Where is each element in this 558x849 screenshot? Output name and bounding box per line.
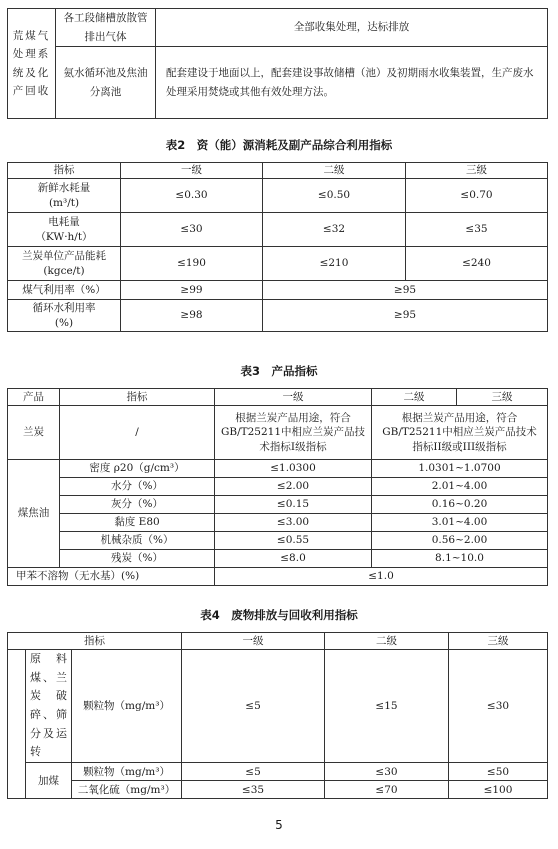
process-name-cell: 荒煤气处理系统及化产回收	[8, 9, 56, 119]
value-cell: ≤0.30	[121, 179, 263, 213]
row-label: 残炭（%）	[60, 550, 215, 568]
product-name: 兰炭	[8, 406, 60, 460]
table-row	[8, 568, 548, 586]
header-cell: 二级	[372, 389, 457, 406]
value-cell: ≤30	[325, 763, 449, 781]
header-cell: 三级	[449, 633, 548, 650]
table-row	[8, 514, 548, 532]
row-label: 甲苯不溶物（无水基）(%)	[8, 568, 215, 586]
row-label: 灰分（%）	[60, 496, 215, 514]
value-cell: ≤0.15	[215, 496, 372, 514]
value-cell: 0.56~2.00	[372, 532, 548, 550]
header-cell: 二级	[325, 633, 449, 650]
value-cell: 3.01~4.00	[372, 514, 548, 532]
category-cell	[8, 650, 26, 799]
value-cell: ≤0.55	[215, 532, 372, 550]
header-cell: 三级	[406, 163, 548, 179]
row-label: 二氧化硫（mg/m³）	[72, 781, 182, 799]
table2	[7, 162, 548, 332]
row-label: 煤气利用率（%）	[8, 281, 121, 300]
table-row	[8, 247, 548, 281]
value-cell: 根据兰炭产品用途，符合GB/T25211中相应兰炭产品技术指标I级指标	[215, 406, 372, 460]
row-label: 黏度 E80	[60, 514, 215, 532]
header-cell: 产品	[8, 389, 60, 406]
table1-continuation	[7, 8, 548, 119]
value-cell: 根据兰炭产品用途，符合GB/T25211中相应兰炭产品技术指标II级或III级指标	[372, 406, 548, 460]
table-row	[8, 550, 548, 568]
value-cell: 2.01~4.00	[372, 478, 548, 496]
header-cell: 指标	[8, 633, 182, 650]
value-cell: ≤15	[325, 650, 449, 763]
value-cell: ≤3.00	[215, 514, 372, 532]
header-cell: 指标	[8, 163, 121, 179]
table2-caption: 表2 资（能）源消耗及副产品综合利用指标	[165, 138, 393, 152]
row-label: 颗粒物（mg/m³）	[72, 763, 182, 781]
table-row	[8, 532, 548, 550]
value-cell: ≥95	[263, 281, 548, 300]
row-label: 水分（%）	[60, 478, 215, 496]
row-label: 机械杂质（%）	[60, 532, 215, 550]
table-header-row	[8, 389, 548, 406]
value-cell: ≤1.0300	[215, 460, 372, 478]
row-label: 密度 ρ20（g/cm³）	[60, 460, 215, 478]
value-cell: 8.1~10.0	[372, 550, 548, 568]
table-row	[8, 460, 548, 478]
value-cell: ≤30	[121, 213, 263, 247]
header-cell: 一级	[215, 389, 372, 406]
table-row	[8, 406, 548, 460]
value-cell: ≥99	[121, 281, 263, 300]
header-cell: 三级	[457, 389, 548, 406]
row-label: 兰炭单位产品能耗 (kgce/t)	[8, 247, 121, 281]
table4	[7, 632, 548, 799]
table-header-row	[8, 633, 548, 650]
table-header-row	[8, 163, 548, 179]
value-cell: ≤100	[449, 781, 548, 799]
value-cell: ≤70	[325, 781, 449, 799]
value-cell: 1.0301~1.0700	[372, 460, 548, 478]
product-name: 煤焦油	[8, 460, 60, 568]
value-cell: ≤5	[182, 650, 325, 763]
value-cell: ≥95	[263, 300, 548, 332]
t1-item-value: 全部收集处理，达标排放	[156, 9, 548, 47]
value-cell: ≤2.00	[215, 478, 372, 496]
table-row	[8, 781, 548, 799]
t1-item-value: 配套建设于地面以上，配套建设事故储槽（池）及初期雨水收集装置，生产废水处理采用焚烧或其他有效处理方法。	[156, 47, 548, 119]
value-cell: ≤190	[121, 247, 263, 281]
value-cell: ≤35	[182, 781, 325, 799]
value-cell: ≤50	[449, 763, 548, 781]
table-row	[8, 496, 548, 514]
row-label: 循环水利用率 (%)	[8, 300, 121, 332]
table-row	[8, 179, 548, 213]
value-cell: 0.16~0.20	[372, 496, 548, 514]
table3	[7, 388, 548, 586]
row-label: 电耗量 （KW·h/t）	[8, 213, 121, 247]
value-cell: ≤0.70	[406, 179, 548, 213]
value-cell: ≤210	[263, 247, 406, 281]
header-cell: 指标	[60, 389, 215, 406]
index-cell: /	[60, 406, 215, 460]
table-row	[8, 763, 548, 781]
value-cell: ≤35	[406, 213, 548, 247]
value-cell: ≤0.50	[263, 179, 406, 213]
t1-item-label: 各工段储槽放散管排出气体	[56, 9, 156, 47]
table-row	[8, 300, 548, 332]
value-cell: ≤1.0	[215, 568, 548, 586]
row-label: 新鲜水耗量 (m³/t)	[8, 179, 121, 213]
table3-caption: 表3 产品指标	[240, 364, 318, 378]
table-row	[8, 650, 548, 763]
header-cell: 一级	[182, 633, 325, 650]
value-cell: ≤30	[449, 650, 548, 763]
header-cell: 二级	[263, 163, 406, 179]
value-cell: ≥98	[121, 300, 263, 332]
value-cell: ≤240	[406, 247, 548, 281]
process-cell: 加煤	[26, 763, 72, 799]
table-row	[8, 478, 548, 496]
row-label: 颗粒物（mg/m³）	[72, 650, 182, 763]
header-cell: 一级	[121, 163, 263, 179]
page-number: 5	[275, 818, 283, 832]
table-row	[8, 213, 548, 247]
t1-item-label: 氨水循环池及焦油分离池	[56, 47, 156, 119]
table-row	[8, 281, 548, 300]
value-cell: ≤8.0	[215, 550, 372, 568]
value-cell: ≤32	[263, 213, 406, 247]
value-cell: ≤5	[182, 763, 325, 781]
table4-caption: 表4 废物排放与回收利用指标	[200, 608, 358, 622]
process-cell: 原料煤、兰炭破碎、筛分及运转	[26, 650, 72, 763]
